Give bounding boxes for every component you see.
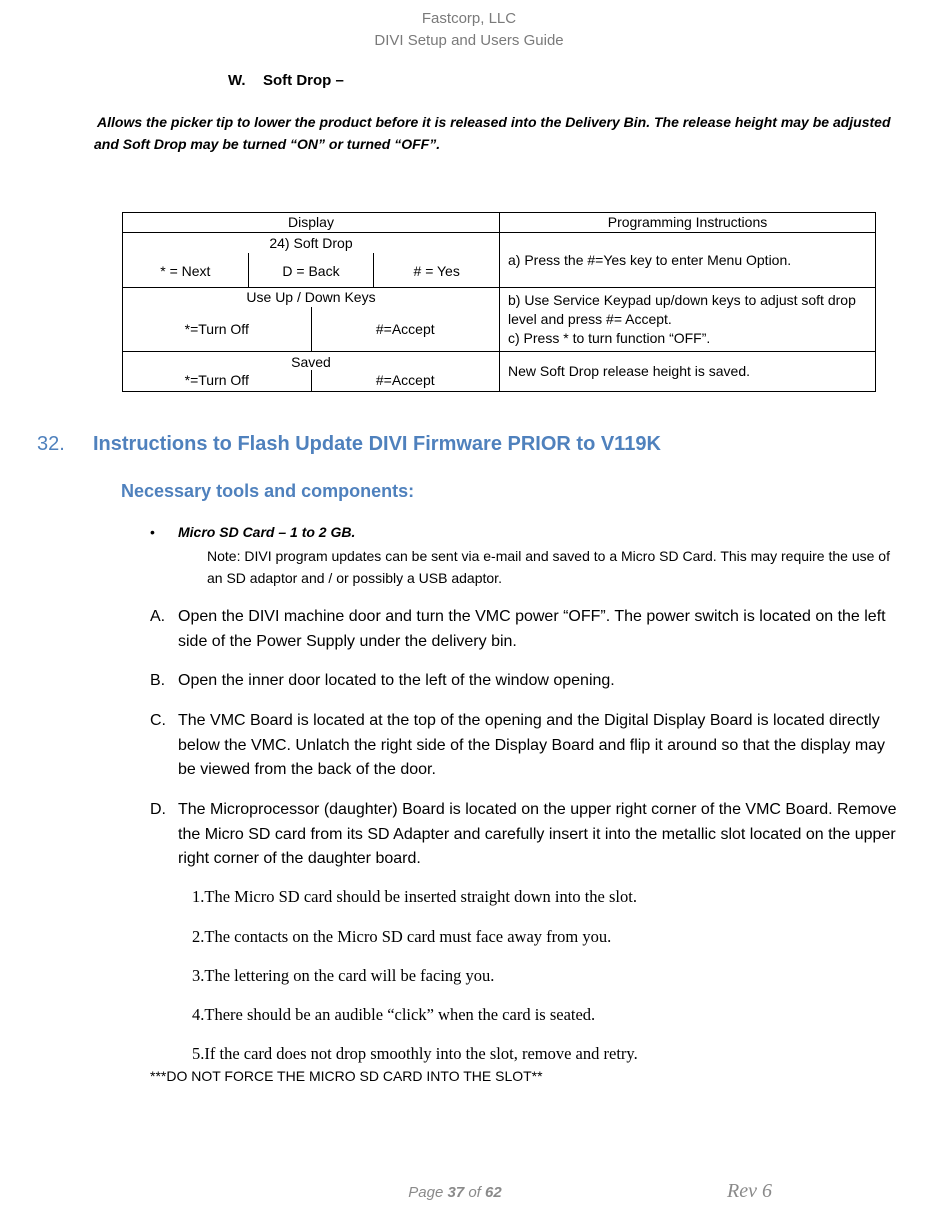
step-text: Open the DIVI machine door and turn the VMC power “OFF”. The power switch is located on the left side of the Power Supply under the delivery bin. xyxy=(178,608,886,650)
numbered-item-4: 4.There should be an audible “click” when the card is seated. xyxy=(192,1005,596,1024)
soft-drop-programming-table xyxy=(122,212,876,392)
intro-line-1: Allows the picker tip to lower the product before it is released into the Delivery Bin. The release height may be adjusted xyxy=(97,114,891,130)
key-turn-off: *=Turn Off xyxy=(184,372,249,388)
table-row xyxy=(123,288,876,352)
table-row xyxy=(123,352,876,392)
display-title: 24) Soft Drop xyxy=(269,235,353,251)
table-row xyxy=(123,233,876,288)
section-32-number: 32. xyxy=(37,433,65,455)
bullet-icon: • xyxy=(150,524,155,540)
display-keys xyxy=(123,253,499,287)
step-letter: B. xyxy=(150,672,166,689)
step-letter: C. xyxy=(150,712,166,729)
key-accept: #=Accept xyxy=(311,307,500,351)
page-current: 37 xyxy=(447,1184,465,1201)
display-keys xyxy=(123,370,499,391)
page-label: Page xyxy=(408,1184,444,1201)
tools-subheading: Necessary tools and components: xyxy=(121,481,415,501)
warning-text: ***DO NOT FORCE THE MICRO SD CARD INTO THE SLOT** xyxy=(150,1068,543,1084)
section-w-intro xyxy=(94,111,894,155)
key-yes: # = Yes xyxy=(373,253,499,287)
numbered-item-1: 1.The Micro SD card should be inserted straight down into the slot. xyxy=(192,887,637,906)
header-company: Fastcorp, LLC xyxy=(421,10,517,27)
bullet-title: Micro SD Card – 1 to 2 GB. xyxy=(178,524,356,540)
numbered-item-2: 2.The contacts on the Micro SD card must face away from you. xyxy=(192,927,612,946)
section-32-title: Instructions to Flash Update DIVI Firmware PRIOR to V119K xyxy=(93,433,661,455)
step-letter: D. xyxy=(150,801,166,818)
instruction-text: New Soft Drop release height is saved. xyxy=(508,363,751,379)
key-accept: #=Accept xyxy=(311,370,500,391)
revision-label: Rev 6 xyxy=(727,1180,772,1202)
page-number xyxy=(0,1184,910,1201)
display-title: Use Up / Down Keys xyxy=(246,289,376,305)
instruction-text: c) Press * to turn function “OFF”. xyxy=(508,330,711,346)
display-cell xyxy=(123,288,500,352)
instruction-text: b) Use Service Keypad up/down keys to adjust soft drop level and press #= Accept. xyxy=(508,292,856,327)
instruction-cell xyxy=(500,352,876,392)
intro-line-2: and Soft Drop may be turned “ON” or turned “OFF”. xyxy=(94,136,441,152)
page-total: 62 xyxy=(485,1184,502,1201)
display-keys xyxy=(123,307,499,351)
instruction-cell xyxy=(500,288,876,352)
section-w-heading xyxy=(228,72,344,89)
key-back: D = Back xyxy=(248,253,374,287)
display-title: Saved xyxy=(291,354,331,370)
header-guide-title: DIVI Setup and Users Guide xyxy=(374,32,564,49)
step-text: Open the inner door located to the left of the window opening. xyxy=(178,672,615,689)
instruction-cell xyxy=(500,233,876,288)
instruction-text: a) Press the #=Yes key to enter Menu Option. xyxy=(508,251,792,268)
display-cell xyxy=(123,233,500,288)
numbered-item-3: 3.The lettering on the card will be facing you. xyxy=(192,966,495,985)
bullet-note: Note: DIVI program updates can be sent via e-mail and saved to a Micro SD Card. This may require the use of an SD adaptor and / or possibly a USB adaptor. xyxy=(207,548,890,586)
key-next: * = Next xyxy=(160,263,211,279)
table-header-display: Display xyxy=(123,213,500,233)
numbered-item-5: 5.If the card does not drop smoothly into the slot, remove and retry. xyxy=(192,1044,638,1063)
section-32-heading xyxy=(37,433,937,459)
key-turn-off: *=Turn Off xyxy=(184,321,249,337)
section-w-letter: W. xyxy=(228,72,246,89)
display-cell xyxy=(123,352,500,392)
step-text: The VMC Board is located at the top of the opening and the Digital Display Board is located directly below the VMC. Unlatch the right side of the Display Board and flip it around so that the display may be viewed from the back of the door. xyxy=(178,712,886,778)
step-text: The Microprocessor (daughter) Board is located on the upper right corner of the VMC Board. Remove the Micro SD card from its SD Adapter and carefully insert it into the metallic slot located on the upper right corner of the daughter board. xyxy=(178,801,897,867)
of-label: of xyxy=(468,1184,481,1201)
section-w-title: Soft Drop – xyxy=(263,72,344,89)
step-letter: A. xyxy=(150,608,166,625)
table-header-instructions: Programming Instructions xyxy=(500,213,876,233)
